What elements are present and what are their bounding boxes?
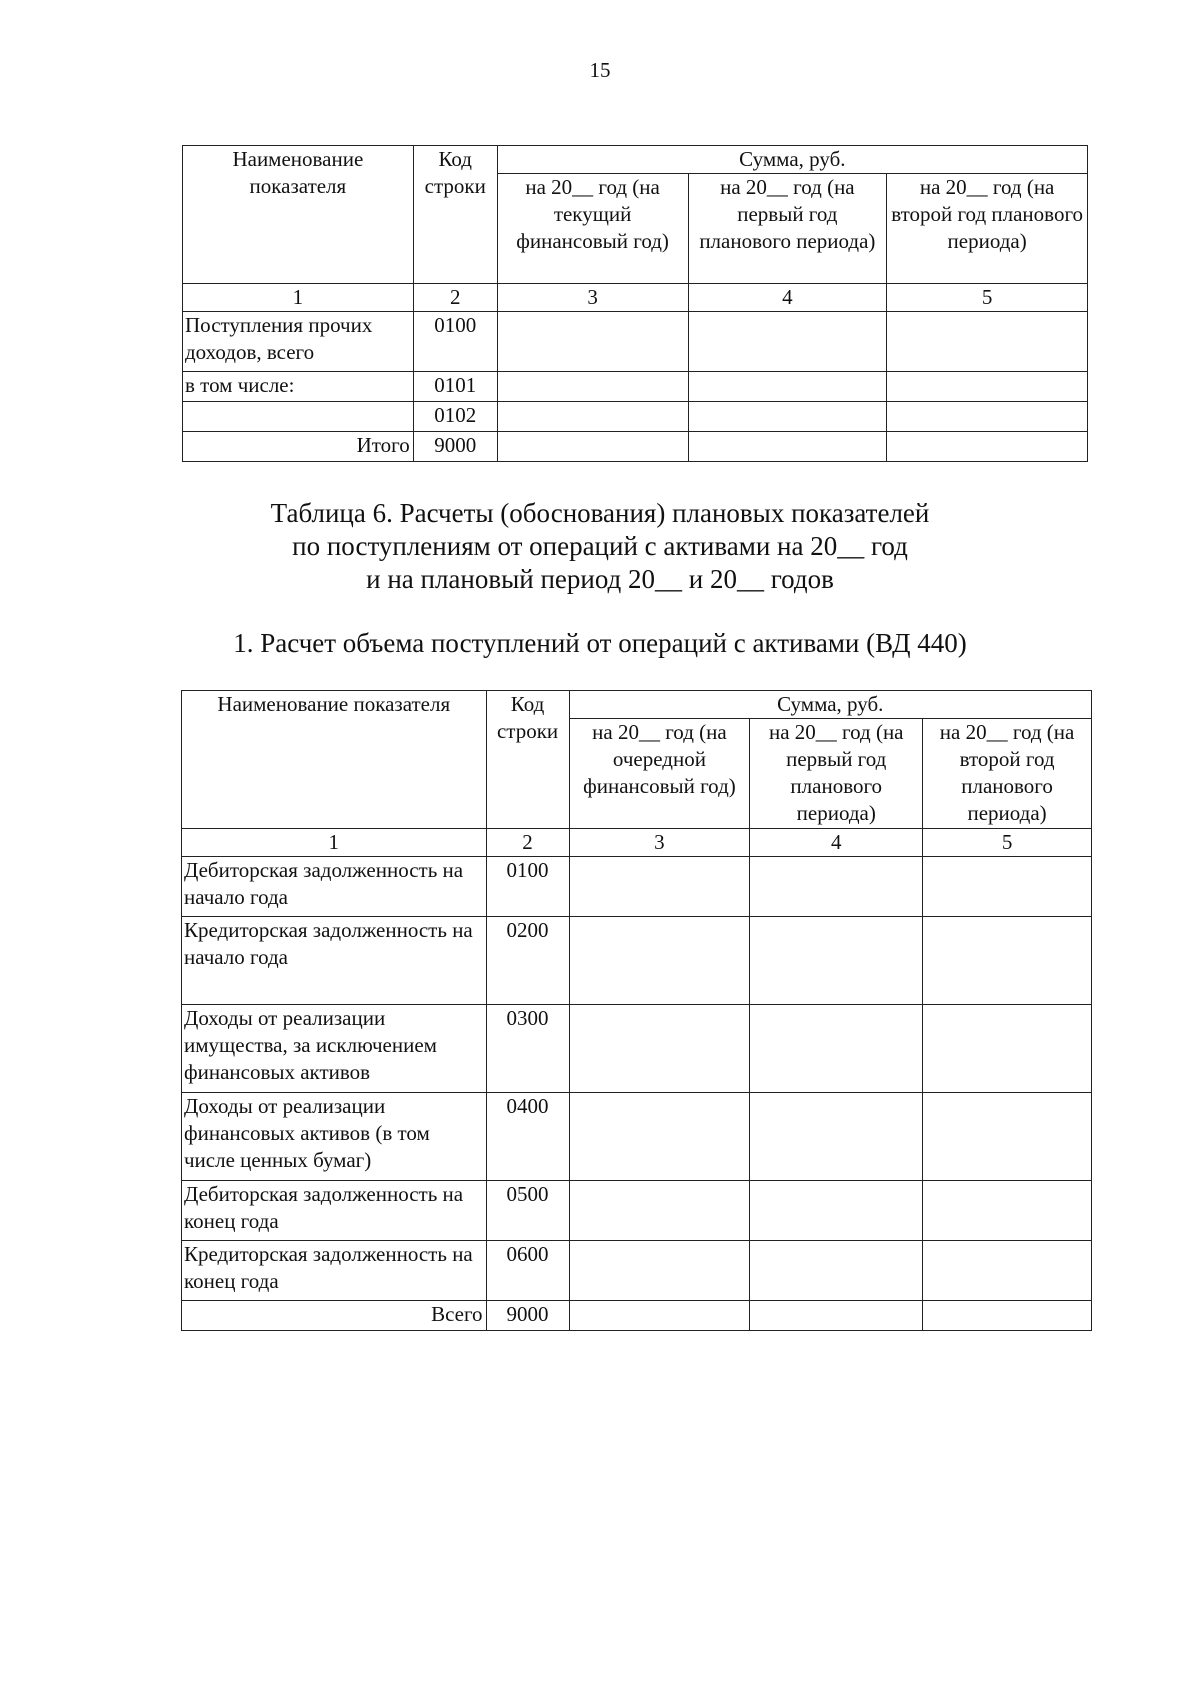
page-number: 15	[589, 58, 611, 82]
table6-title-line: и на плановый период 20__ и 20__ годов	[366, 564, 834, 594]
col-number: 2	[413, 284, 497, 312]
row-code: 0100	[413, 312, 497, 372]
value-cell	[497, 372, 688, 402]
row-code: 0500	[486, 1181, 569, 1241]
value-cell	[923, 1005, 1092, 1093]
col-number: 5	[923, 829, 1092, 857]
table-row	[182, 1181, 1092, 1241]
header-sum: Сумма, руб.	[569, 691, 1091, 719]
value-cell	[569, 917, 750, 1005]
row-code: 0200	[486, 917, 569, 1005]
total-label: Всего	[182, 1301, 487, 1331]
other-income-table	[182, 145, 1088, 462]
table-row	[183, 372, 1088, 402]
row-code: 0600	[486, 1241, 569, 1301]
table-row	[182, 1005, 1092, 1093]
header-indicator-name: Наименование показателя	[183, 146, 414, 284]
header-year-first-plan: на 20__ год (на первый год планового периода)	[688, 174, 887, 284]
table-row	[182, 857, 1092, 917]
asset-operations-table	[181, 690, 1092, 1331]
value-cell	[569, 1301, 750, 1331]
value-cell	[750, 1241, 923, 1301]
table-row	[182, 917, 1092, 1005]
total-row	[182, 1301, 1092, 1331]
value-cell	[750, 1181, 923, 1241]
value-cell	[887, 312, 1088, 372]
value-cell	[887, 432, 1088, 462]
value-cell	[887, 402, 1088, 432]
total-code: 9000	[486, 1301, 569, 1331]
header-year-second-plan: на 20__ год (на второй год планового периода)	[923, 719, 1092, 829]
col-number: 1	[183, 284, 414, 312]
col-number: 5	[887, 284, 1088, 312]
value-cell	[569, 1093, 750, 1181]
row-code: 0300	[486, 1005, 569, 1093]
total-row	[183, 432, 1088, 462]
value-cell	[923, 857, 1092, 917]
value-cell	[569, 857, 750, 917]
value-cell	[887, 372, 1088, 402]
value-cell	[923, 1301, 1092, 1331]
header-year-next: на 20__ год (на очередной финансовый год)	[569, 719, 750, 829]
col-number: 4	[688, 284, 887, 312]
value-cell	[688, 432, 887, 462]
value-cell	[688, 312, 887, 372]
col-number: 3	[497, 284, 688, 312]
value-cell	[923, 1181, 1092, 1241]
row-name: Доходы от реализации финансовых активов (в том числе ценных бумаг)	[182, 1093, 487, 1181]
col-number: 3	[569, 829, 750, 857]
value-cell	[688, 402, 887, 432]
value-cell	[497, 312, 688, 372]
col-number: 1	[182, 829, 487, 857]
value-cell	[569, 1181, 750, 1241]
row-code: 0100	[486, 857, 569, 917]
row-name: Кредиторская задолженность на конец года	[182, 1241, 487, 1301]
header-year-second-plan: на 20__ год (на второй год планового периода)	[887, 174, 1088, 284]
header-sum: Сумма, руб.	[497, 146, 1087, 174]
row-name: Кредиторская задолженность на начало года	[182, 917, 487, 1005]
value-cell	[923, 917, 1092, 1005]
value-cell	[750, 1093, 923, 1181]
value-cell	[923, 1093, 1092, 1181]
value-cell	[497, 402, 688, 432]
row-code: 0400	[486, 1093, 569, 1181]
table6-title-line: по поступлениям от операций с активами на 20__ год	[292, 531, 908, 561]
row-name: Доходы от реализации имущества, за исключением финансовых активов	[182, 1005, 487, 1093]
header-line-code: Код строки	[486, 691, 569, 829]
row-name: Дебиторская задолженность на начало года	[182, 857, 487, 917]
table6-title	[0, 497, 1200, 596]
header-year-first-plan: на 20__ год (на первый год планового периода)	[750, 719, 923, 829]
header-line-code: Код строки	[413, 146, 497, 284]
value-cell	[923, 1241, 1092, 1301]
row-name	[183, 402, 414, 432]
table-row	[183, 312, 1088, 372]
value-cell	[750, 1005, 923, 1093]
value-cell	[497, 432, 688, 462]
value-cell	[750, 857, 923, 917]
header-indicator-name: Наименование показателя	[182, 691, 487, 829]
table6-title-line: Таблица 6. Расчеты (обоснования) плановых показателей	[270, 498, 930, 528]
col-number: 4	[750, 829, 923, 857]
total-label: Итого	[183, 432, 414, 462]
table-row	[182, 1241, 1092, 1301]
row-name: в том числе:	[183, 372, 414, 402]
value-cell	[569, 1005, 750, 1093]
value-cell	[688, 372, 887, 402]
table-row	[183, 402, 1088, 432]
row-code: 0102	[413, 402, 497, 432]
header-year-current: на 20__ год (на текущий финансовый год)	[497, 174, 688, 284]
row-name: Дебиторская задолженность на конец года	[182, 1181, 487, 1241]
col-number: 2	[486, 829, 569, 857]
value-cell	[569, 1241, 750, 1301]
section-title: 1. Расчет объема поступлений от операций с активами (ВД 440)	[233, 628, 967, 658]
row-code: 0101	[413, 372, 497, 402]
total-code: 9000	[413, 432, 497, 462]
value-cell	[750, 917, 923, 1005]
row-name: Поступления прочих доходов, всего	[183, 312, 414, 372]
table-row	[182, 1093, 1092, 1181]
value-cell	[750, 1301, 923, 1331]
